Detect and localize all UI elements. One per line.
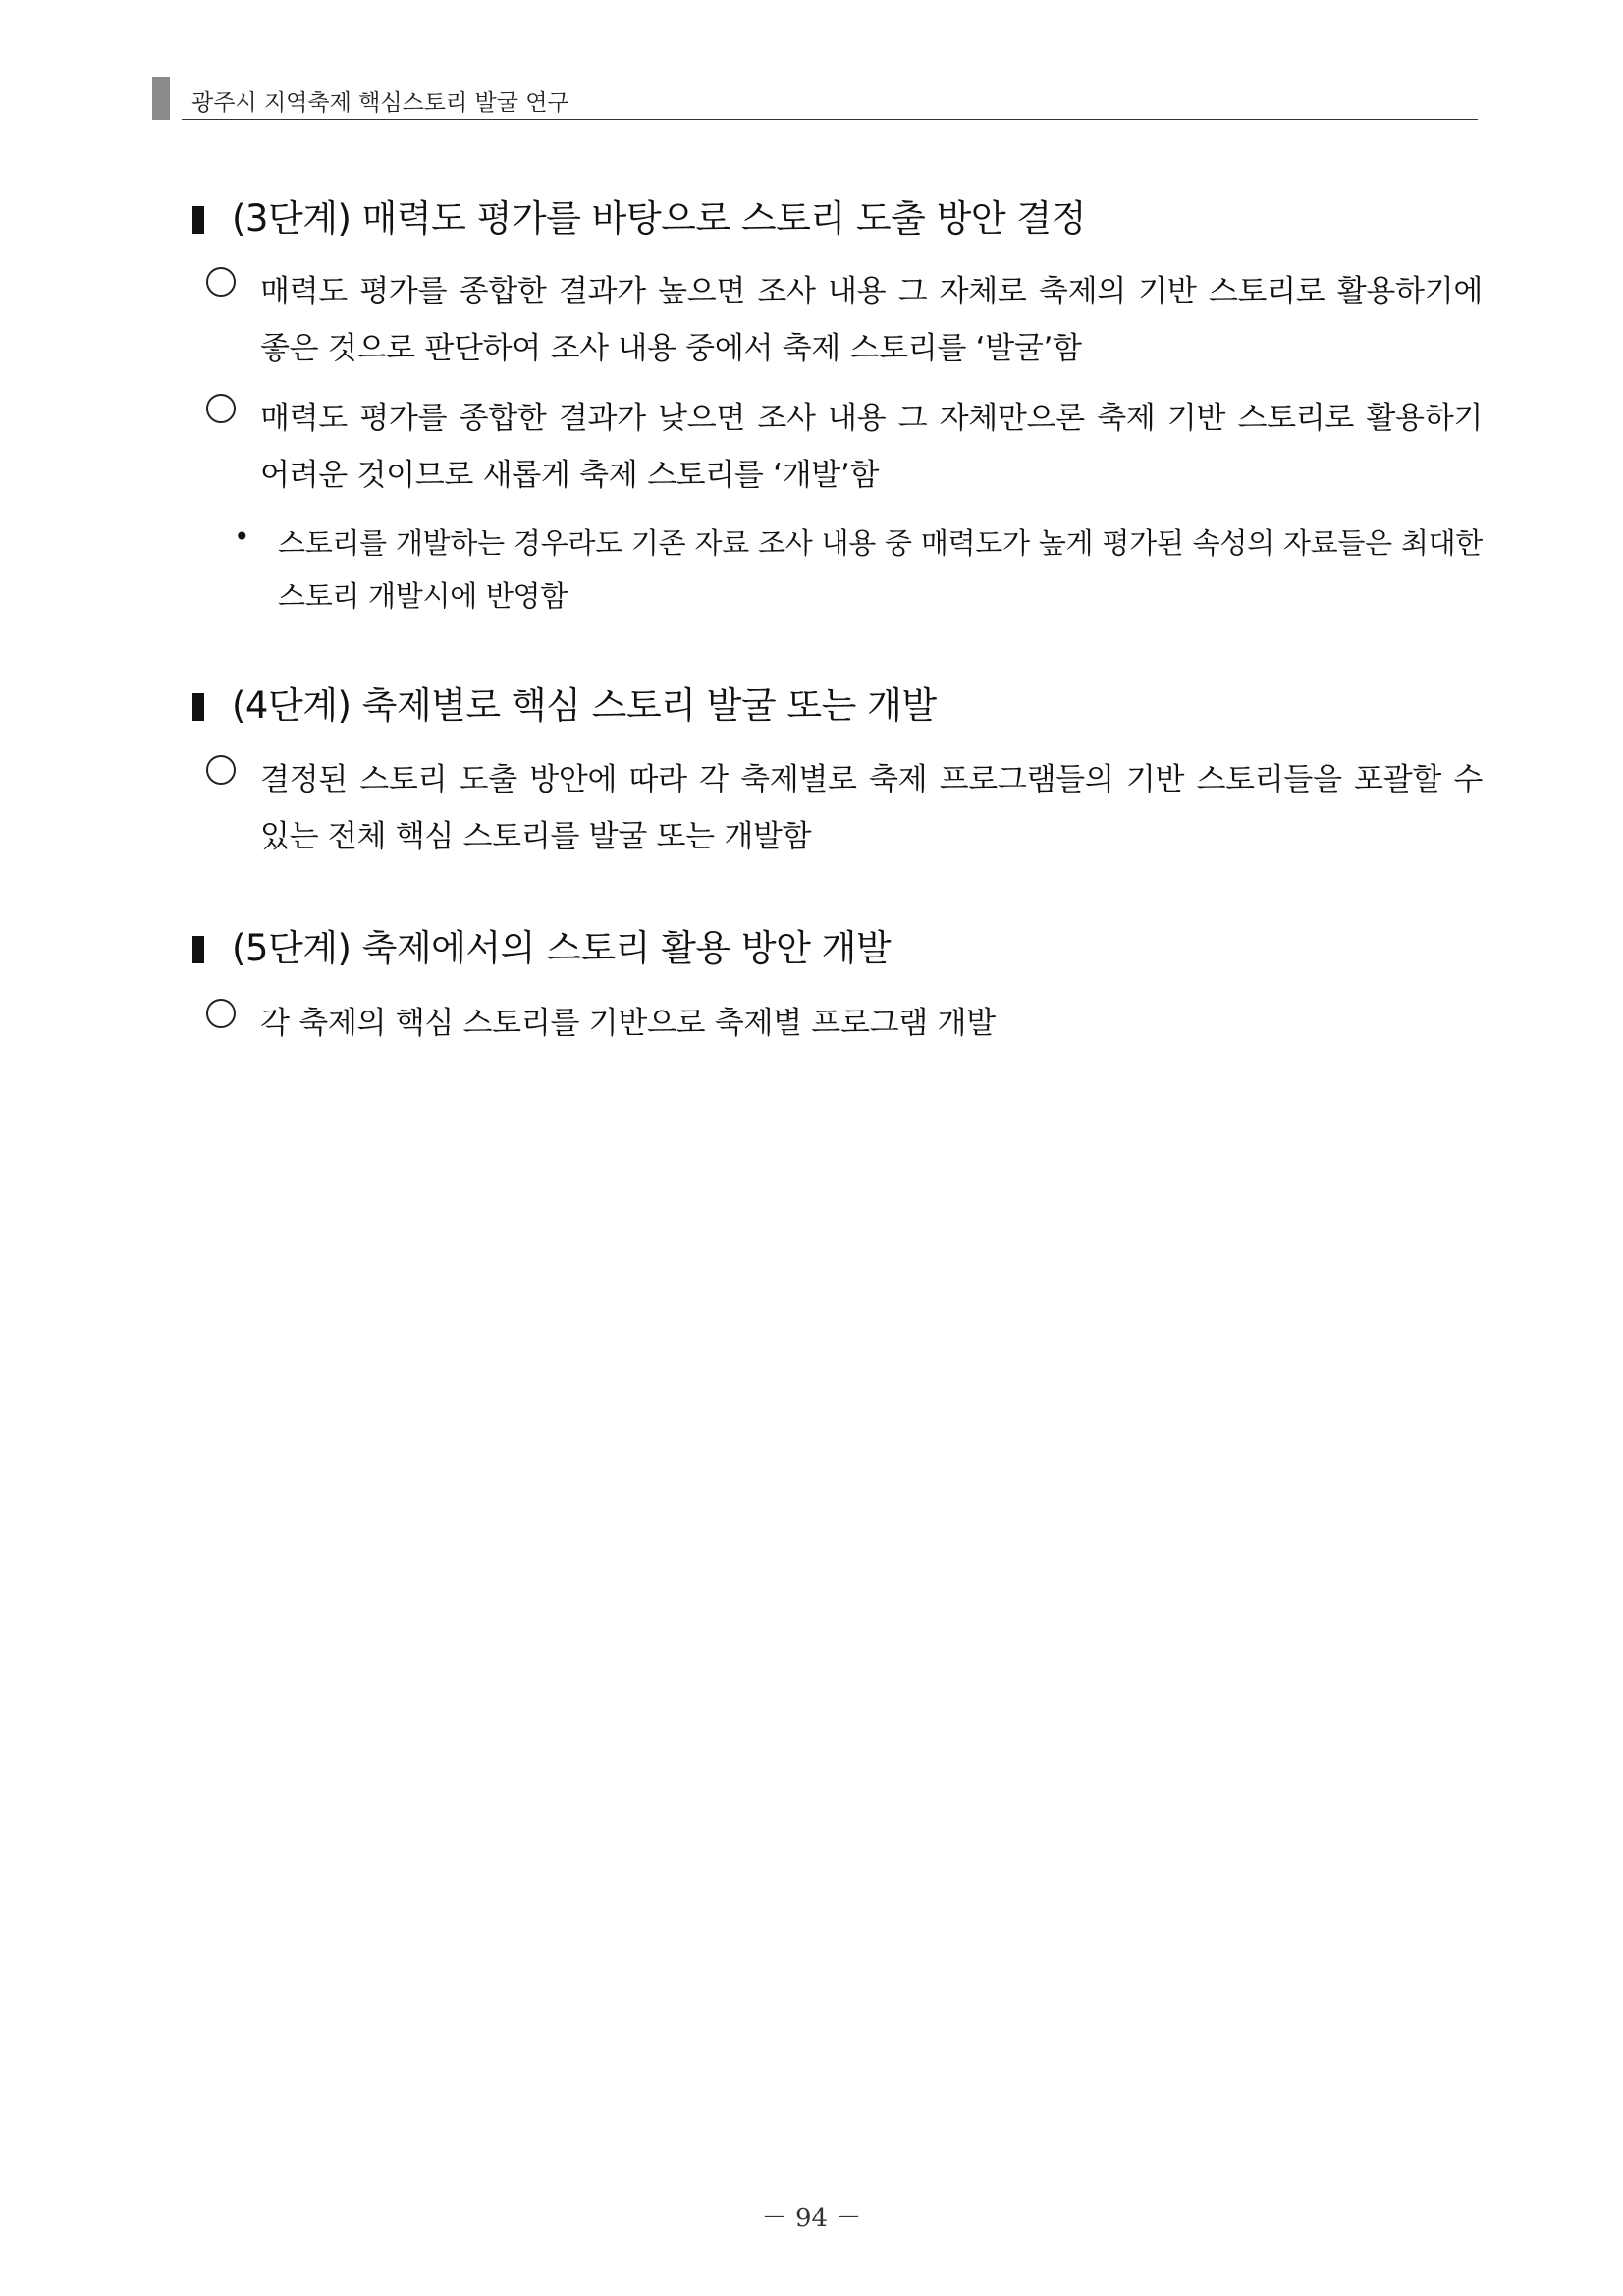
header-title: 광주시 지역축제 핵심스토리 발굴 연구 <box>191 90 569 116</box>
section-heading-text: (4단계) 축제별로 핵심 스토리 발굴 또는 개발 <box>232 684 937 727</box>
list-item-text: 결정된 스토리 도출 방안에 따라 각 축제별로 축제 프로그램들의 기반 스토리들을 포괄할 수 있는 전체 핵심 스토리를 발굴 또는 개발함 <box>260 762 1483 854</box>
circle-bullet-icon <box>206 394 236 423</box>
list-item-text: 매력도 평가를 종합한 결과가 높으면 조사 내용 그 자체로 축제의 기반 스토리로 활용하기에 좋은 것으로 판단하여 조사 내용 중에서 축제 스토리를 ‘발굴’함 <box>260 274 1483 366</box>
list-item <box>206 390 1483 504</box>
heading-marker-icon <box>192 936 204 963</box>
header-rule <box>182 119 1478 120</box>
list-item-text: 각 축제의 핵심 스토리를 기반으로 축제별 프로그램 개발 <box>260 1006 996 1041</box>
sub-list-item <box>234 517 1483 623</box>
section-heading-text: (5단계) 축제에서의 스토리 활용 방안 개발 <box>232 927 892 969</box>
section-heading-text: (3단계) 매력도 평가를 바탕으로 스토리 도출 방안 결정 <box>232 197 1086 240</box>
heading-marker-icon <box>192 206 204 234</box>
circle-bullet-icon <box>206 267 236 297</box>
section-heading-step5 <box>192 918 891 971</box>
section-heading-step3 <box>192 189 1086 242</box>
page-number: － 94 － <box>761 2204 862 2233</box>
list-item <box>206 995 1483 1052</box>
list-item-text: 매력도 평가를 종합한 결과가 낮으면 조사 내용 그 자체만으론 축제 기반 스토리로 활용하기 어려운 것이므로 새롭게 축제 스토리를 ‘개발’함 <box>260 401 1483 493</box>
circle-bullet-icon <box>206 999 236 1028</box>
heading-marker-icon <box>192 693 204 721</box>
list-item <box>206 751 1483 865</box>
dot-bullet-icon: • <box>234 520 250 553</box>
header-marker-bar <box>152 77 170 120</box>
running-header <box>152 77 1478 120</box>
list-item <box>206 263 1483 377</box>
section-heading-step4 <box>192 676 937 729</box>
sub-list-item-text: 스토리를 개발하는 경우라도 기존 자료 조사 내용 중 매력도가 높게 평가된 속성의 자료들은 최대한 스토리 개발시에 반영함 <box>278 526 1483 613</box>
circle-bullet-icon <box>206 755 236 785</box>
